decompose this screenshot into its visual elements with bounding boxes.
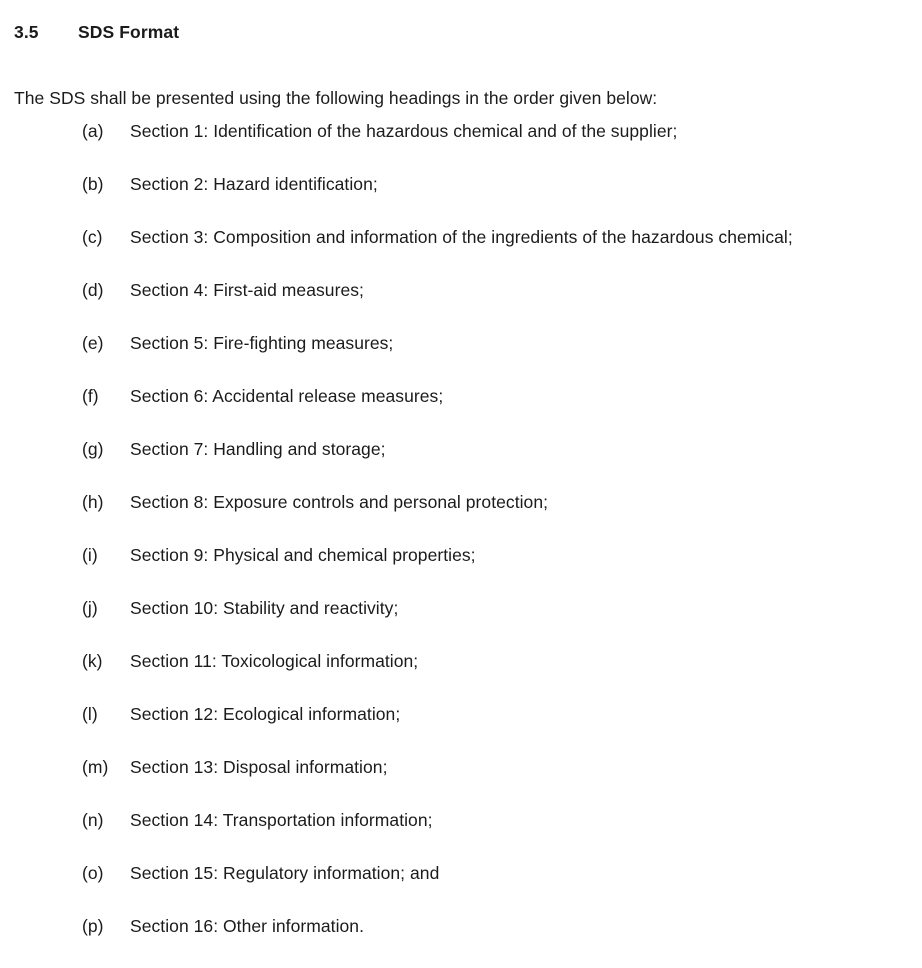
list-item-label: Section 9: Physical and chemical properties; (130, 545, 476, 565)
list-item (82, 544, 912, 597)
page-title: SDS Format (78, 22, 180, 42)
list-item-marker: (e) (82, 333, 104, 353)
list-item-label: Section 10: Stability and reactivity; (130, 598, 399, 618)
list-item (82, 438, 912, 491)
intro-paragraph: The SDS shall be presented using the following headings in the order given below: (14, 87, 658, 108)
list-item-label: Section 12: Ecological information; (130, 704, 401, 724)
list-item (82, 756, 912, 809)
list-item-marker: (a) (82, 121, 104, 141)
section-heading (14, 22, 179, 43)
list-item-marker: (h) (82, 492, 104, 512)
list-item-label: Section 13: Disposal information; (130, 757, 388, 777)
list-item-label: Section 16: Other information. (130, 916, 364, 936)
list-item (82, 597, 912, 650)
list-item (82, 279, 912, 332)
list-item-label: Section 5: Fire-fighting measures; (130, 333, 394, 353)
list-item-marker: (l) (82, 704, 98, 724)
list-item (82, 491, 912, 544)
list-item-label: Section 1: Identification of the hazardous chemical and of the supplier; (130, 121, 678, 141)
list-item (82, 332, 912, 385)
list-item-label: Section 11: Toxicological information; (130, 651, 419, 671)
list-item (82, 703, 912, 756)
list-item-label: Section 7: Handling and storage; (130, 439, 386, 459)
list-item (82, 120, 912, 173)
list-item (82, 173, 912, 226)
list-item-marker: (n) (82, 810, 104, 830)
list-item-marker: (d) (82, 280, 104, 300)
list-item-label: Section 4: First-aid measures; (130, 280, 364, 300)
list-item-marker: (i) (82, 545, 98, 565)
list-item-marker: (m) (82, 757, 109, 777)
list-item-marker: (p) (82, 916, 104, 936)
list-item-label: Section 8: Exposure controls and personal protection; (130, 492, 549, 512)
list-item-label: Section 14: Transportation information; (130, 810, 433, 830)
list-item (82, 809, 912, 862)
list-item-marker: (f) (82, 386, 99, 406)
list-item-marker: (j) (82, 598, 98, 618)
list-item (82, 385, 912, 438)
list-item (82, 915, 912, 968)
section-number: 3.5 (14, 22, 39, 42)
list-item-label: Section 15: Regulatory information; and (130, 863, 440, 883)
list-item (82, 650, 912, 703)
list-item-marker: (c) (82, 227, 103, 247)
list-item-marker: (g) (82, 439, 104, 459)
list-item-label: Section 2: Hazard identification; (130, 174, 378, 194)
list-item-marker: (b) (82, 174, 104, 194)
list-item-label: Section 3: Composition and information of the ingredients of the hazardous chemical; (130, 227, 793, 247)
list-item-label: Section 6: Accidental release measures; (130, 386, 444, 406)
list-item-marker: (k) (82, 651, 103, 671)
list-item (82, 226, 912, 279)
list-item-marker: (o) (82, 863, 104, 883)
list-item (82, 862, 912, 915)
sds-format-list (82, 120, 912, 968)
